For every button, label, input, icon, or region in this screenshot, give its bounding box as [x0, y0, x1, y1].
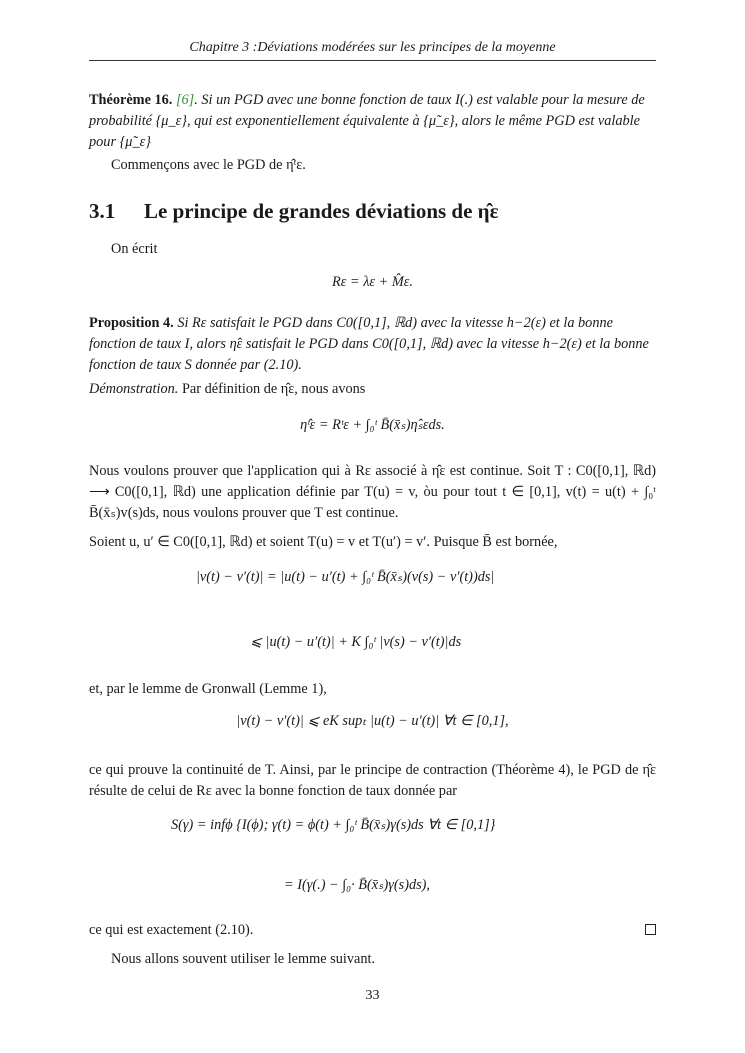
equation-1: Rε = λε + M̂ε. [332, 274, 413, 290]
page-number: 33 [365, 988, 380, 1003]
section-number: 3.1 [89, 199, 116, 223]
proof-paragraph-2: Soient u, u′ ∈ C0([0,1], ℝd) et soient T(u) = v et T(u′) = v′. Puisque B̄ est bornée, [89, 534, 558, 550]
on-ecrit-paragraph: On écrit [111, 241, 158, 257]
proof-paragraph-3: ce qui prouve la continuité de T. Ainsi, par le principe de contraction (Théorème 4), le PGD de η̂ε résulte de celui de Rε avec la bonne fonction de taux donnée par [89, 762, 656, 799]
proof-end: ce qui est exactement (2.10). [89, 922, 254, 938]
proof-label: Démonstration. [89, 381, 179, 397]
qed-square [645, 924, 656, 935]
closing-paragraph: Nous allons souvent utiliser le lemme suivant. [111, 951, 376, 967]
proposition-text: Si Rε satisfait le PGD dans C0([0,1], ℝd) avec la vitesse h−2(ε) et la bonne fonction de taux I, alors η̂ε satisfait le PGD dans C0([0,1], ℝd) avec la vitesse h−2(ε) et la bonne fonction de taux S donnée par (2.10). [89, 315, 649, 373]
proof-intro-text: Par définition de η̂ε, nous avons [181, 381, 366, 397]
equation-7: = I(γ(.) − ∫₀· B̄(x̄ₛ)γ(s)ds), [284, 877, 431, 893]
equation-4: ⩽ |u(t) − u′(t)| + K ∫₀ᵗ |v(s) − v′(t)|ds [250, 634, 462, 650]
running-header: Chapitre 3 :Déviations modérées sur les principes de la moyenne [189, 40, 556, 55]
proof-paragraph-1: Nous voulons prouver que l'application qui à Rε associé à η̂ε est continue. Soit T : C0([0,1], ℝd) ⟶ C0([0,1], ℝd) une application définie par T(u) = v, òu pour tout t ∈ [0,1], v(t) = u(t) + ∫₀ᵗ B̄(x̄ₛ)v(s)ds, nous voulons prouver que T est continue. [89, 463, 656, 521]
section-title: Le principe de grandes déviations de η̂ε [144, 199, 499, 223]
header-rule [89, 60, 656, 61]
intro-paragraph: Commençons avec le PGD de η̂ᵗε. [111, 157, 306, 173]
equation-5: |v(t) − v′(t)| ⩽ eK supₜ |u(t) − u′(t)| ∀t ∈ [0,1], [236, 713, 509, 729]
proposition-4 [89, 313, 656, 376]
theorem-16 [89, 90, 656, 153]
equation-6: S(γ) = infϕ {I(ϕ); γ(t) = ϕ(t) + ∫₀ᵗ B̄(x̄ₛ)γ(s)ds ∀t ∈ [0,1]} [171, 817, 496, 833]
proposition-label: Proposition 4. [89, 315, 174, 331]
theorem-label: Théorème 16. [89, 92, 173, 108]
theorem-citation[interactable]: [6] [175, 92, 195, 108]
section-heading [89, 199, 656, 224]
equation-3: |v(t) − v′(t)| = |u(t) − u′(t) + ∫₀ᵗ B̄(x̄ₛ)(v(s) − v′(t))ds| [196, 569, 495, 585]
equation-2: η̂ᵗε = Rᵗε + ∫₀ᵗ B̄(x̄ₛ)η̂ₛεds. [300, 417, 445, 433]
theorem-text: . Si un PGD avec une bonne fonction de taux I(.) est valable pour la mesure de probabilité {μ_ε}, qui est exponentiellement équivalente à {μ̃_ε}, alors le même PGD est valable pour {μ̃_ε} [89, 92, 645, 150]
gronwall-paragraph: et, par le lemme de Gronwall (Lemme 1), [89, 681, 327, 697]
proof-intro [89, 379, 656, 400]
